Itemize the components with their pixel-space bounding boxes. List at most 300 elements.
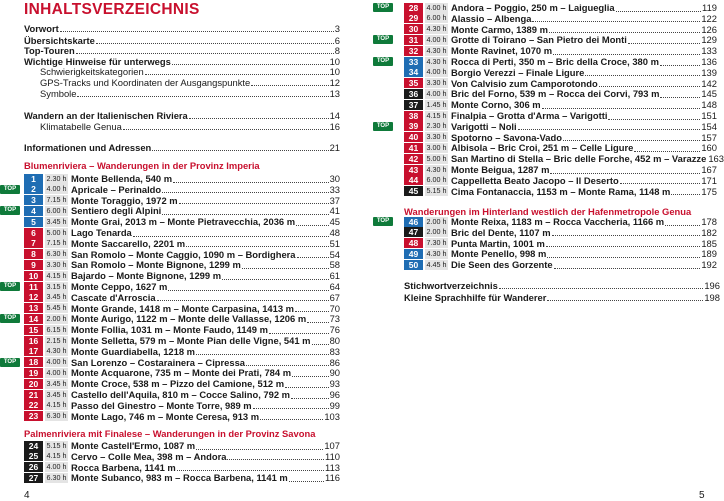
tour-title: Grotte di Toirano – San Pietro dei Monti bbox=[451, 34, 627, 46]
tour-title: Monte Grande, 1418 m – Monte Carpasina, 1413 m bbox=[71, 302, 294, 314]
leader-dots bbox=[260, 419, 323, 420]
tour-number-badge: 7 bbox=[24, 238, 43, 248]
leader-dots bbox=[77, 96, 328, 97]
tour-entry-16[interactable] bbox=[24, 335, 340, 346]
tour-title: San Romolo – Monte Caggio, 1090 m – Bordighera bbox=[71, 248, 296, 260]
tour-entry-38[interactable] bbox=[372, 110, 717, 121]
tour-title: Von Calvisio zum Camporotondo bbox=[451, 77, 598, 89]
tour-duration: 4.30 h bbox=[426, 164, 447, 174]
leader-dots bbox=[227, 459, 324, 460]
tour-entry-17[interactable] bbox=[24, 346, 340, 357]
toc-title: Top-Touren bbox=[24, 45, 75, 56]
page-number: 122 bbox=[701, 12, 717, 24]
tour-duration: 3.30 h bbox=[46, 259, 67, 269]
tour-title: Monte Carmo, 1389 m bbox=[451, 23, 548, 35]
tour-entry-4[interactable] bbox=[3, 205, 340, 217]
folio-right: 5 bbox=[699, 490, 705, 501]
tour-duration: 6.00 h bbox=[426, 13, 447, 23]
top-tour-badge: TOP bbox=[373, 217, 393, 226]
tour-entry-34[interactable] bbox=[372, 67, 717, 78]
tour-entry-13[interactable] bbox=[24, 303, 340, 314]
tour-entry-44[interactable] bbox=[372, 175, 717, 186]
tour-number-badge: 16 bbox=[24, 336, 43, 346]
page-number: 70 bbox=[329, 302, 340, 314]
tour-number-badge: 15 bbox=[24, 325, 43, 335]
tour-duration: 2.30 h bbox=[46, 173, 67, 183]
leader-dots bbox=[60, 31, 334, 32]
page-number: 113 bbox=[325, 461, 340, 473]
toc-entry[interactable] bbox=[404, 292, 720, 303]
tour-title: Rocca Barbena, 1141 m bbox=[71, 461, 176, 473]
tour-number-badge: 33 bbox=[404, 57, 423, 67]
tour-number-badge: 42 bbox=[404, 154, 423, 164]
toc-entry[interactable] bbox=[24, 121, 340, 132]
tour-number-badge: 4 bbox=[24, 206, 43, 216]
tour-entry-6[interactable] bbox=[24, 227, 340, 238]
leader-dots bbox=[620, 183, 701, 184]
tour-number-badge: 27 bbox=[24, 473, 43, 483]
toc-entry[interactable] bbox=[24, 77, 340, 88]
tour-entry-9[interactable] bbox=[24, 259, 340, 270]
tour-entry-26[interactable] bbox=[24, 462, 340, 473]
leader-dots bbox=[253, 408, 329, 409]
page-number: 178 bbox=[701, 216, 717, 227]
tour-duration: 3.30 h bbox=[426, 78, 447, 88]
tour-entry-7[interactable] bbox=[24, 238, 340, 249]
leader-dots bbox=[547, 257, 700, 258]
page-number: 21 bbox=[329, 142, 340, 153]
leader-dots bbox=[295, 311, 329, 312]
tour-number-badge: 32 bbox=[404, 46, 423, 56]
tour-duration: 4.00 h bbox=[426, 67, 447, 77]
page-number: 107 bbox=[324, 440, 340, 451]
tour-duration: 2.00 h bbox=[426, 227, 447, 237]
leader-dots bbox=[549, 32, 700, 33]
tour-title: Monte Beigua, 1287 m bbox=[451, 164, 550, 175]
tour-entry-47[interactable] bbox=[372, 227, 717, 238]
page-number: 145 bbox=[701, 88, 717, 100]
page-number: 96 bbox=[329, 389, 340, 400]
page-number: 116 bbox=[325, 472, 340, 484]
tour-duration: 4.45 h bbox=[426, 259, 447, 269]
tour-number-badge: 3 bbox=[24, 195, 43, 205]
tour-number-badge: 23 bbox=[24, 411, 43, 421]
tour-number-badge: 31 bbox=[404, 35, 423, 45]
page-number: 99 bbox=[329, 399, 340, 411]
tour-duration: 4.00 h bbox=[46, 184, 67, 194]
toc-title: Symbole bbox=[40, 88, 77, 99]
tour-number-badge: 46 bbox=[404, 217, 423, 227]
tour-entry-8[interactable] bbox=[24, 249, 340, 260]
page-number: 16 bbox=[329, 121, 340, 132]
tour-title: Sentiero degli Alpini bbox=[71, 205, 162, 217]
page-number: 8 bbox=[334, 45, 340, 56]
leader-dots bbox=[660, 97, 700, 98]
leader-dots bbox=[196, 354, 329, 355]
tour-title: Albisola – Bric Croi, 251 m – Celle Ligure bbox=[451, 142, 634, 154]
tour-title: San Lorenzo – Costarainera – Cipressa bbox=[71, 356, 246, 368]
tour-title: Monte Ravinet, 1070 m bbox=[451, 45, 553, 57]
tour-entry-22[interactable] bbox=[24, 400, 340, 411]
leader-dots bbox=[585, 75, 700, 76]
tour-title: Castello dell'Aquila, 810 m – Cocce Salino, 792 m bbox=[71, 389, 290, 400]
tour-duration: 4.00 h bbox=[46, 462, 67, 472]
leader-dots bbox=[599, 86, 701, 87]
tour-duration: 5.00 h bbox=[426, 153, 447, 163]
leader-dots bbox=[285, 387, 328, 388]
tour-duration: 4.00 h bbox=[426, 2, 447, 12]
tour-entry-37[interactable] bbox=[372, 99, 717, 110]
tour-entry-1[interactable] bbox=[24, 173, 340, 184]
tour-entry-28[interactable] bbox=[372, 2, 717, 13]
tour-number-badge: 11 bbox=[24, 282, 43, 292]
leader-dots bbox=[186, 246, 328, 247]
tour-number-badge: 24 bbox=[24, 441, 43, 451]
tour-duration: 4.15 h bbox=[46, 270, 67, 280]
toc-entry[interactable] bbox=[404, 280, 720, 291]
tour-title: Monte Guardiabella, 1218 m bbox=[71, 345, 195, 357]
leader-dots bbox=[307, 322, 328, 323]
tour-entry-36[interactable] bbox=[372, 88, 717, 99]
tour-duration: 3.30 h bbox=[426, 132, 447, 142]
tour-number-badge: 20 bbox=[24, 379, 43, 389]
tour-entry-25[interactable] bbox=[24, 451, 340, 462]
leader-dots bbox=[547, 300, 703, 301]
tour-title: Lago Tenarda bbox=[71, 227, 132, 238]
tour-duration: 4.30 h bbox=[426, 24, 447, 34]
toc-title: Wandern an der Italienischen Riviera bbox=[24, 110, 188, 121]
tour-duration: 6.30 h bbox=[46, 411, 67, 421]
tour-number-badge: 28 bbox=[404, 3, 423, 13]
leader-dots bbox=[546, 246, 701, 247]
tour-duration: 4.15 h bbox=[46, 451, 67, 461]
leader-dots bbox=[172, 64, 329, 65]
toc-entry[interactable] bbox=[24, 142, 340, 153]
toc-title: Vorwort bbox=[24, 23, 59, 34]
tour-entry-24[interactable] bbox=[24, 440, 340, 451]
tour-title: Monte Corno, 306 m bbox=[451, 99, 541, 111]
tour-title: Apricale – Perinaldo bbox=[71, 183, 162, 195]
page-number: 136 bbox=[701, 56, 717, 67]
toc-entry[interactable] bbox=[24, 66, 340, 77]
leader-dots bbox=[133, 236, 329, 237]
tour-entry-39[interactable] bbox=[372, 121, 717, 132]
tour-entry-23[interactable] bbox=[24, 411, 340, 422]
tour-number-badge: 26 bbox=[24, 462, 43, 472]
tour-entry-11[interactable] bbox=[3, 281, 340, 292]
page-number: 171 bbox=[701, 174, 717, 186]
tour-duration: 4.30 h bbox=[426, 248, 447, 258]
tour-number-badge: 6 bbox=[24, 228, 43, 238]
tour-entry-40[interactable] bbox=[372, 132, 717, 143]
leader-dots bbox=[616, 11, 701, 12]
tour-title: Monte Castell'Ermo, 1087 m bbox=[71, 440, 196, 451]
leader-dots bbox=[289, 481, 324, 482]
leader-dots bbox=[628, 43, 700, 44]
tour-entry-48[interactable] bbox=[372, 238, 717, 249]
page-number: 198 bbox=[704, 292, 720, 303]
tour-number-badge: 35 bbox=[404, 78, 423, 88]
top-tour-badge: TOP bbox=[373, 57, 393, 66]
tour-title: Monte Lago, 746 m – Monte Ceresa, 913 m bbox=[71, 410, 260, 422]
tour-title: Monte Bellenda, 540 m bbox=[71, 173, 173, 184]
leader-dots bbox=[251, 85, 328, 86]
tour-number-badge: 14 bbox=[24, 314, 43, 324]
tour-duration: 3.45 h bbox=[46, 378, 67, 388]
page-number: 119 bbox=[702, 2, 717, 13]
tour-duration: 5.45 h bbox=[46, 303, 67, 313]
tour-number-badge: 2 bbox=[24, 184, 43, 194]
toc-title: Wichtige Hinweise für unterwegs bbox=[24, 56, 171, 67]
tour-entry-30[interactable] bbox=[372, 24, 717, 35]
tour-number-badge: 36 bbox=[404, 89, 423, 99]
section-heading-savona: Palmenriviera mit Finalese – Wanderungen in der Provinz Savona bbox=[24, 428, 316, 439]
leader-dots bbox=[242, 268, 329, 269]
tour-title: Finalpia – Grotta d'Arma – Varigotti bbox=[451, 110, 608, 121]
leader-dots bbox=[296, 225, 329, 226]
leader-dots bbox=[168, 290, 328, 291]
tour-title: Passo del Ginestro – Monte Torre, 989 m bbox=[71, 399, 252, 411]
tour-entry-50[interactable] bbox=[372, 259, 717, 270]
section-heading-genua: Wanderungen im Hinterland westlich der Hafenmetropole Genua bbox=[404, 206, 692, 217]
toc-entry[interactable] bbox=[24, 110, 340, 121]
page-number: 67 bbox=[329, 291, 340, 303]
tour-duration: 4.00 h bbox=[46, 367, 67, 377]
tour-title: Monte Acquarone, 735 m – Monte dei Prati, 784 m bbox=[71, 367, 292, 379]
tour-number-badge: 5 bbox=[24, 217, 43, 227]
tour-number-badge: 47 bbox=[404, 227, 423, 237]
page-number: 48 bbox=[329, 227, 340, 238]
page-number: 163 bbox=[708, 153, 724, 165]
page-number: 129 bbox=[701, 34, 717, 46]
tour-entry-12[interactable] bbox=[24, 292, 340, 303]
page-number: 64 bbox=[329, 281, 340, 292]
leader-dots bbox=[145, 74, 329, 75]
leader-dots bbox=[553, 54, 700, 55]
tour-number-badge: 45 bbox=[404, 186, 423, 196]
page-number: 154 bbox=[701, 120, 717, 132]
page-number: 86 bbox=[329, 356, 340, 368]
top-tour-badge: TOP bbox=[373, 35, 393, 44]
page-number: 10 bbox=[329, 56, 340, 67]
tour-number-badge: 13 bbox=[24, 303, 43, 313]
page-number: 185 bbox=[701, 237, 717, 249]
page-number: 37 bbox=[329, 194, 340, 206]
tour-title: Bric del Forno, 539 m – Rocca dei Corvi, 793 m bbox=[451, 88, 660, 100]
tour-number-badge: 39 bbox=[404, 121, 423, 131]
tour-title: Monte Aurigo, 1122 m – Monte delle Vallasse, 1206 m bbox=[71, 313, 307, 325]
tour-duration: 5.00 h bbox=[46, 227, 67, 237]
tour-entry-21[interactable] bbox=[24, 389, 340, 400]
tour-entry-3[interactable] bbox=[24, 195, 340, 206]
tour-entry-29[interactable] bbox=[372, 13, 717, 24]
tour-title: Punta Martin, 1001 m bbox=[451, 237, 545, 249]
leader-dots bbox=[162, 214, 328, 215]
leader-dots bbox=[518, 129, 701, 130]
tour-duration: 3.15 h bbox=[46, 281, 67, 291]
toc-title: Übersichtskarte bbox=[24, 35, 95, 46]
tour-entry-15[interactable] bbox=[24, 324, 340, 335]
tour-duration: 4.30 h bbox=[426, 56, 447, 66]
leader-dots bbox=[162, 192, 328, 193]
top-tour-badge: TOP bbox=[0, 358, 20, 367]
tour-title: Monte Toraggio, 1972 m bbox=[71, 194, 178, 206]
tour-title: Monte Penello, 998 m bbox=[451, 248, 547, 260]
page-number: 126 bbox=[701, 23, 717, 35]
leader-dots bbox=[552, 235, 701, 236]
leader-dots bbox=[222, 279, 329, 280]
page-number: 6 bbox=[334, 35, 340, 46]
leader-dots bbox=[499, 288, 704, 289]
tour-entry-32[interactable] bbox=[372, 45, 717, 56]
tour-entry-46[interactable] bbox=[372, 216, 717, 227]
tour-entry-10[interactable] bbox=[24, 270, 340, 281]
tour-duration: 4.00 h bbox=[426, 88, 447, 98]
tour-duration: 7.15 h bbox=[46, 238, 67, 248]
toc-title: Klimatabelle Genua bbox=[40, 121, 122, 132]
page-number: 58 bbox=[329, 259, 340, 271]
tour-title: San Martino di Stella – Bric delle Forche, 452 m – Varazze bbox=[451, 153, 707, 165]
tour-duration: 3.45 h bbox=[46, 389, 67, 399]
page-number: 80 bbox=[329, 335, 340, 346]
tour-number-badge: 29 bbox=[404, 13, 423, 23]
tour-duration: 6.00 h bbox=[46, 205, 67, 215]
tour-number-badge: 34 bbox=[404, 67, 423, 77]
tour-entry-43[interactable] bbox=[372, 164, 717, 175]
toc-entry[interactable] bbox=[24, 88, 340, 99]
tour-title: Cascate d'Arroscia bbox=[71, 291, 156, 303]
leader-dots bbox=[292, 376, 329, 377]
leader-dots bbox=[608, 119, 700, 120]
tour-title: Monte Saccarello, 2201 m bbox=[71, 237, 186, 249]
leader-dots bbox=[550, 173, 700, 174]
leader-dots bbox=[671, 194, 700, 195]
leader-dots bbox=[123, 129, 329, 130]
tour-number-badge: 17 bbox=[24, 346, 43, 356]
tour-duration: 4.15 h bbox=[426, 110, 447, 120]
tour-entry-35[interactable] bbox=[372, 78, 717, 89]
tour-entry-41[interactable] bbox=[372, 142, 717, 153]
tour-title: Cima Fontanaccia, 1153 m – Monte Rama, 1148 m bbox=[451, 185, 671, 197]
page-number: 51 bbox=[329, 237, 340, 249]
folio-left: 4 bbox=[24, 490, 30, 501]
leader-dots bbox=[76, 53, 334, 54]
tour-number-badge: 44 bbox=[404, 175, 423, 185]
tour-entry-20[interactable] bbox=[24, 378, 340, 389]
tour-duration: 3.45 h bbox=[46, 216, 67, 226]
page-number: 14 bbox=[329, 110, 340, 121]
tour-entry-49[interactable] bbox=[372, 248, 717, 259]
tour-title: Monte Subanco, 983 m – Rocca Barbena, 1141 m bbox=[71, 472, 288, 484]
leader-dots bbox=[660, 65, 700, 66]
tour-title: Bric del Dente, 1107 m bbox=[451, 226, 551, 238]
tour-entry-14[interactable] bbox=[3, 313, 340, 325]
page-title: INHALTSVERZEICHNIS bbox=[24, 1, 200, 18]
tour-title: Alassio – Albenga bbox=[451, 12, 532, 24]
top-tour-badge: TOP bbox=[0, 185, 20, 194]
tour-title: Monte Ceppo, 1627 m bbox=[71, 281, 168, 292]
tour-entry-31[interactable] bbox=[372, 34, 717, 45]
tour-number-badge: 48 bbox=[404, 238, 423, 248]
tour-title: Die Seen des Gorzente bbox=[451, 259, 553, 271]
leader-dots bbox=[179, 203, 329, 204]
page-number: 90 bbox=[329, 367, 340, 379]
tour-title: Spotorno – Savona-Vado bbox=[451, 131, 562, 143]
page-number: 148 bbox=[701, 99, 717, 111]
page-number: 30 bbox=[329, 173, 340, 184]
tour-number-badge: 41 bbox=[404, 143, 423, 153]
page-number: 61 bbox=[329, 270, 340, 282]
leader-dots bbox=[665, 225, 700, 226]
tour-number-badge: 21 bbox=[24, 390, 43, 400]
tour-number-badge: 38 bbox=[404, 111, 423, 121]
page-number: 160 bbox=[701, 142, 717, 154]
page-number: 33 bbox=[329, 183, 340, 195]
leader-dots bbox=[96, 43, 334, 44]
tour-entry-2[interactable] bbox=[3, 183, 340, 195]
page-number: 196 bbox=[704, 280, 720, 291]
tour-entry-18[interactable] bbox=[3, 356, 340, 368]
tour-title: Cervo – Colle Mea, 398 m – Andora bbox=[71, 450, 227, 462]
tour-duration: 5.15 h bbox=[426, 186, 447, 196]
toc-title: Stichwortverzeichnis bbox=[404, 280, 498, 291]
tour-entry-19[interactable] bbox=[24, 367, 340, 378]
page-number: 12 bbox=[329, 77, 340, 88]
page-number: 151 bbox=[701, 110, 717, 121]
tour-number-badge: 30 bbox=[404, 24, 423, 34]
tour-duration: 4.30 h bbox=[46, 346, 67, 356]
tour-duration: 6.00 h bbox=[426, 175, 447, 185]
tour-entry-5[interactable] bbox=[24, 216, 340, 227]
tour-number-badge: 9 bbox=[24, 260, 43, 270]
page-number: 139 bbox=[701, 66, 717, 78]
leader-dots bbox=[189, 118, 329, 119]
tour-entry-33[interactable] bbox=[372, 56, 717, 67]
tour-title: Monte Reixa, 1183 m – Rocca Vaccheria, 1166 m bbox=[451, 216, 665, 227]
leader-dots bbox=[542, 108, 701, 109]
page-number: 110 bbox=[325, 450, 340, 462]
tour-title: Monte Grai, 2013 m – Monte Pietravecchia, 2036 m bbox=[71, 216, 296, 228]
tour-entry-27[interactable] bbox=[24, 472, 340, 483]
page-number: 167 bbox=[701, 164, 717, 175]
page-number: 45 bbox=[329, 216, 340, 228]
page-number: 142 bbox=[701, 77, 717, 89]
tour-title: Monte Croce, 538 m – Pizzo del Camione, 512 m bbox=[71, 378, 285, 390]
tour-title: Andora – Poggio, 250 m – Laigueglia bbox=[451, 2, 615, 13]
tour-title: Borgio Verezzi – Finale Ligure bbox=[451, 66, 585, 78]
toc-entry[interactable] bbox=[24, 23, 340, 34]
page-number: 175 bbox=[701, 185, 717, 197]
tour-duration: 4.30 h bbox=[426, 45, 447, 55]
tour-title: Cappelletta Beato Jacopo – Il Deserto bbox=[451, 174, 619, 186]
tour-title: Varigotti – Noli bbox=[451, 120, 517, 132]
page-number: 192 bbox=[701, 259, 717, 271]
tour-duration: 6.30 h bbox=[46, 472, 67, 482]
toc-title: Kleine Sprachhilfe für Wanderer bbox=[404, 292, 547, 303]
tour-duration: 6.30 h bbox=[46, 249, 67, 259]
page-number: 93 bbox=[329, 378, 340, 390]
tour-entry-45[interactable] bbox=[372, 186, 717, 197]
leader-dots bbox=[532, 21, 700, 22]
leader-dots bbox=[177, 470, 324, 471]
tour-duration: 5.15 h bbox=[46, 440, 67, 450]
page-number: 41 bbox=[329, 205, 340, 217]
toc-title: GPS-Tracks und Koordinaten der Ausgangspunkte bbox=[40, 77, 251, 88]
toc-entry[interactable] bbox=[24, 45, 340, 56]
tour-entry-42[interactable] bbox=[372, 153, 724, 165]
tour-number-badge: 8 bbox=[24, 249, 43, 259]
tour-number-badge: 22 bbox=[24, 400, 43, 410]
